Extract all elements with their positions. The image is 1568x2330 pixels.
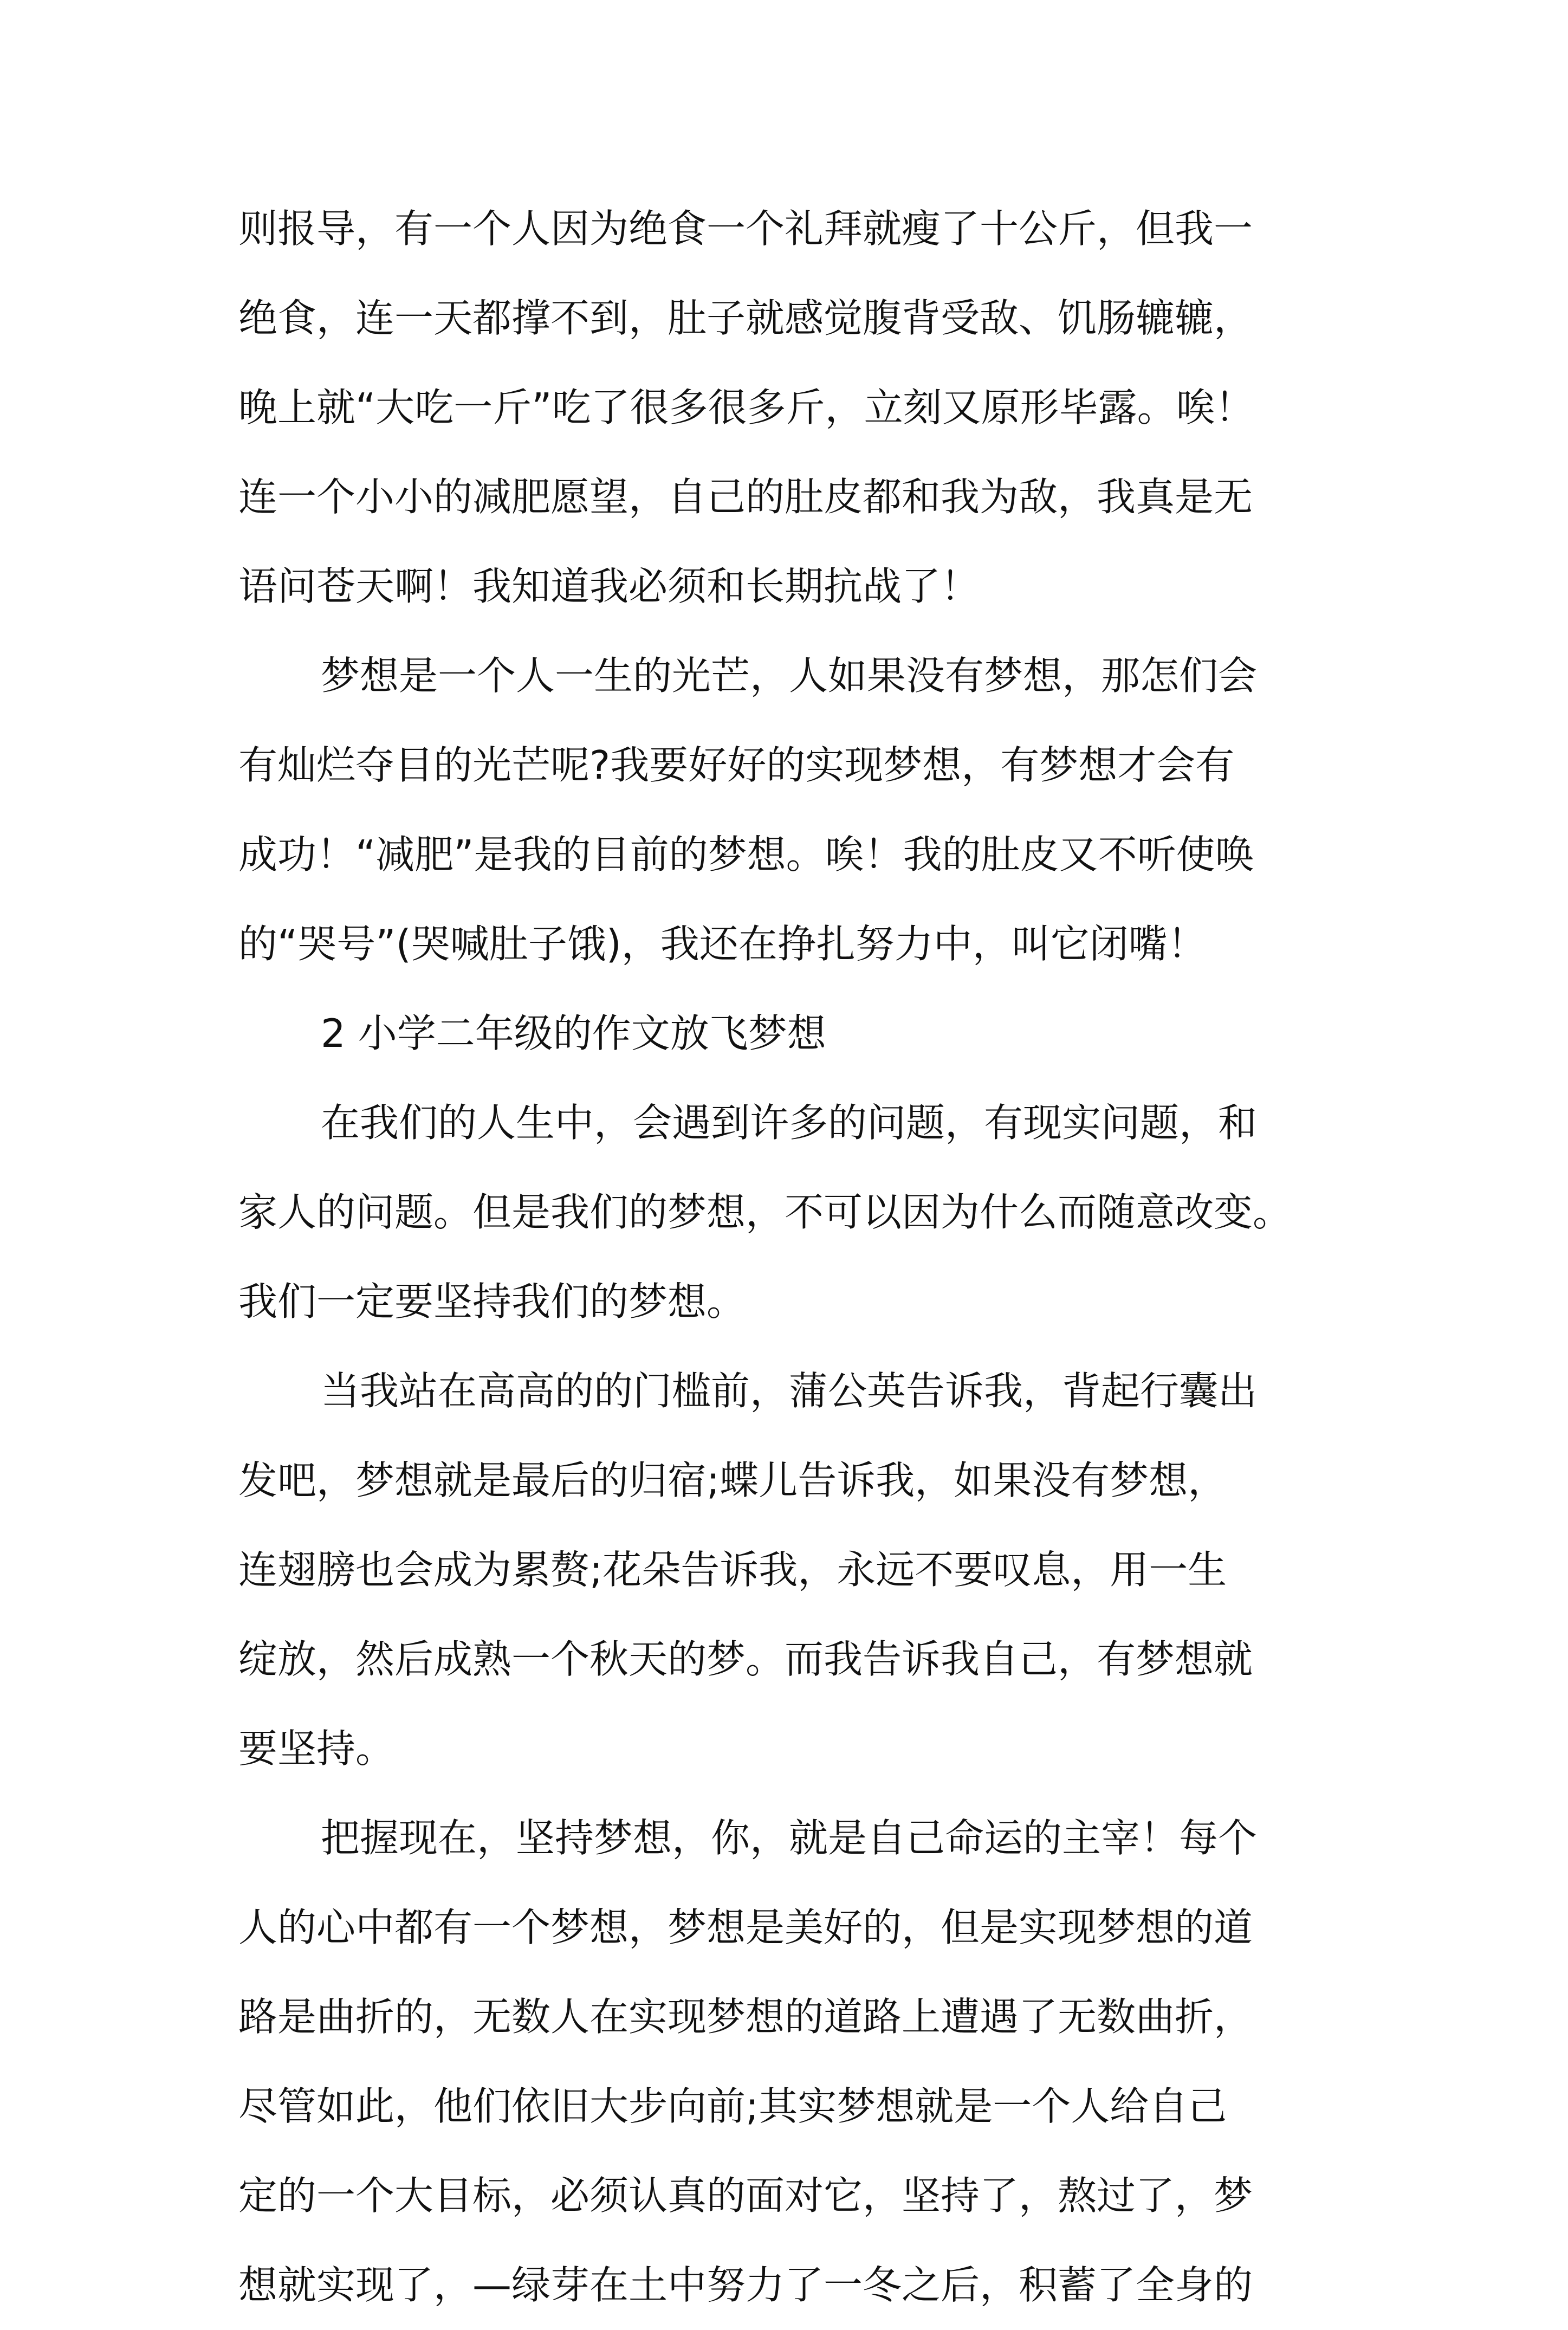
paragraph-start-line: 在我们的人生中，会遇到许多的问题，有现实问题，和 — [321, 1100, 1258, 1145]
text-line: 我们一定要坚持我们的梦想。 — [238, 1279, 746, 1324]
text-line: 绝食，连一天都撑不到，肚子就感觉腹背受敌、饥肠辘辘， — [238, 295, 1253, 341]
text-line: 则报导，有一个人因为绝食一个礼拜就瘦了十公斤，但我一 — [238, 206, 1253, 251]
text-line: 的“哭号”(哭喊肚子饿)，我还在挣扎努力中，叫它闭嘴！ — [238, 921, 1207, 967]
text-line: 要坚持。 — [238, 1726, 395, 1771]
text-line: 家人的问题。但是我们的梦想，不可以因为什么而随意改变。 — [238, 1189, 1292, 1235]
paragraph-start-line: 梦想是一个人一生的光芒，人如果没有梦想，那怎们会 — [321, 653, 1258, 698]
text-line: 发吧，梦想就是最后的归宿;蝶儿告诉我，如果没有梦想， — [238, 1458, 1227, 1503]
text-line: 有灿烂夺目的光芒呢?我要好好的实现梦想，有梦想才会有 — [238, 742, 1235, 788]
text-line: 想就实现了，—绿芽在土中努力了一冬之后，积蓄了全身的 — [238, 2262, 1253, 2308]
text-line: 定的一个大目标，必须认真的面对它，坚持了，熬过了，梦 — [238, 2173, 1253, 2218]
text-line: 连一个小小的减肥愿望，自己的肚皮都和我为敌，我真是无 — [238, 474, 1253, 520]
text-line: 人的心中都有一个梦想，梦想是美好的，但是实现梦想的道 — [238, 1905, 1253, 1950]
text-line: 成功！“减肥”是我的目前的梦想。唉！我的肚皮又不听使唤 — [238, 832, 1254, 877]
section-heading: 2 小学二年级的作文放飞梦想 — [321, 1011, 826, 1056]
text-line: 绽放，然后成熟一个秋天的梦。而我告诉我自己，有梦想就 — [238, 1636, 1253, 1682]
text-line: 晚上就“大吃一斤”吃了很多很多斤，立刻又原形毕露。唉！ — [238, 385, 1254, 430]
document-body — [238, 184, 1333, 2330]
text-line: 连翅膀也会成为累赘;花朵告诉我，永远不要叹息，用一生 — [238, 1547, 1227, 1593]
paragraph-start-line: 把握现在，坚持梦想，你，就是自己命运的主宰！每个 — [321, 1815, 1258, 1861]
paragraph-start-line: 当我站在高高的的门槛前，蒲公英告诉我，背起行囊出 — [321, 1368, 1258, 1414]
text-line: 尽管如此，他们依旧大步向前;其实梦想就是一个人给自己 — [238, 2083, 1227, 2129]
text-line: 语问苍天啊！我知道我必须和长期抗战了！ — [238, 564, 980, 609]
text-line: 路是曲折的，无数人在实现梦想的道路上遭遇了无数曲折， — [238, 1994, 1253, 2040]
